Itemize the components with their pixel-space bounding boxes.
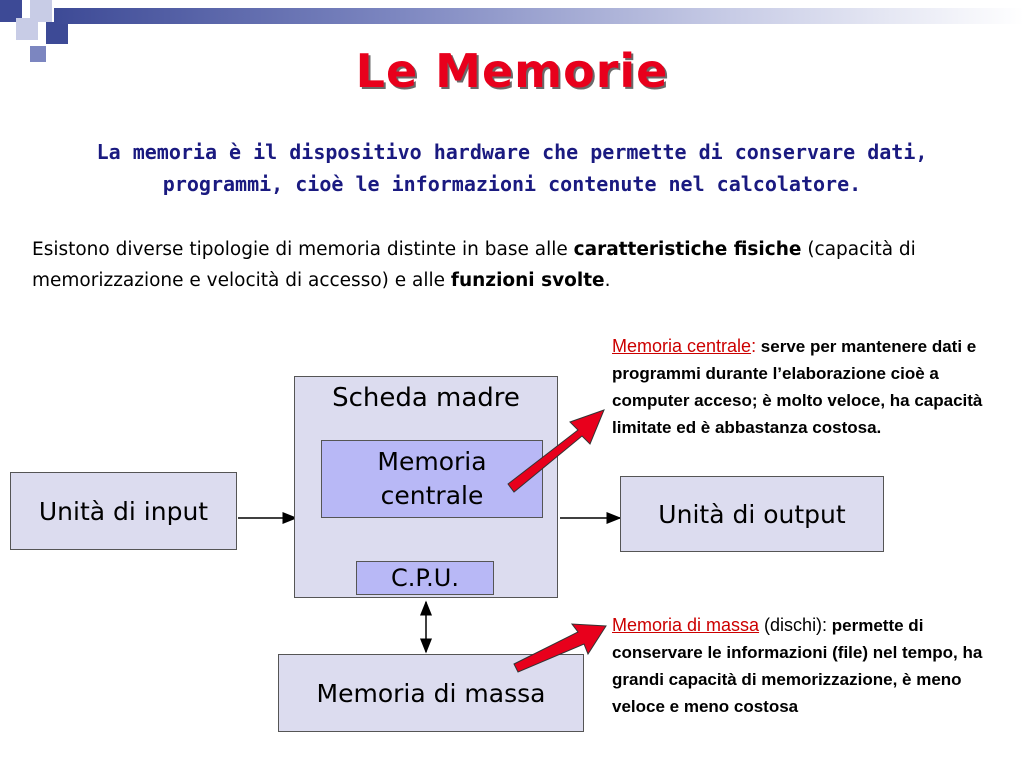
- input-unit-label: Unità di input: [38, 496, 209, 526]
- mass-memory-label: Memoria di massa: [316, 678, 546, 708]
- intro-text: Esistono diverse tipologie di memoria distinte in base alle: [32, 239, 574, 260]
- main-memory-label: Memoria centrale: [377, 447, 487, 510]
- central-memory-term: Memoria centrale: [612, 336, 752, 356]
- intro-bold-functions: funzioni svolte: [450, 270, 605, 291]
- mass-memory-term: Memoria di massa: [612, 615, 760, 635]
- output-unit-label: Unità di output: [658, 499, 846, 529]
- intro-text: .: [604, 270, 611, 291]
- intro-text: (capacità di memorizzazione e velocità di accesso) e alle: [32, 239, 916, 291]
- cpu-label: C.P.U.: [391, 564, 459, 592]
- central-highlight-arrow: [508, 410, 604, 492]
- central-memory-text: serve per mantenere dati e programmi durante l’elaborazione cioè a computer acceso; è molto veloce, ha capacità limitate ed è abbastanza costosa.: [612, 337, 983, 437]
- central-memory-sep: :: [751, 336, 757, 356]
- mass-highlight-arrow: [514, 624, 606, 672]
- mass-memory-text: permette di conservare le informazioni (file) nel tempo, ha grandi capacità di memorizzazione, è meno veloce e meno costosa: [612, 616, 983, 716]
- mass-memory-paren: (dischi):: [759, 615, 828, 635]
- motherboard-label: Scheda madre: [332, 383, 520, 413]
- central-memory-note: [612, 333, 1016, 441]
- mass-memory-note: [612, 612, 1012, 720]
- slide-subtitle: La memoria è il dispositivo hardware che permette di conservare dati, programmi, cioè le informazioni contenute nel calcolatore.: [96, 140, 928, 196]
- intro-bold-physical: caratteristiche fisiche: [573, 239, 802, 260]
- slide-title: Le Memorie: [355, 44, 669, 98]
